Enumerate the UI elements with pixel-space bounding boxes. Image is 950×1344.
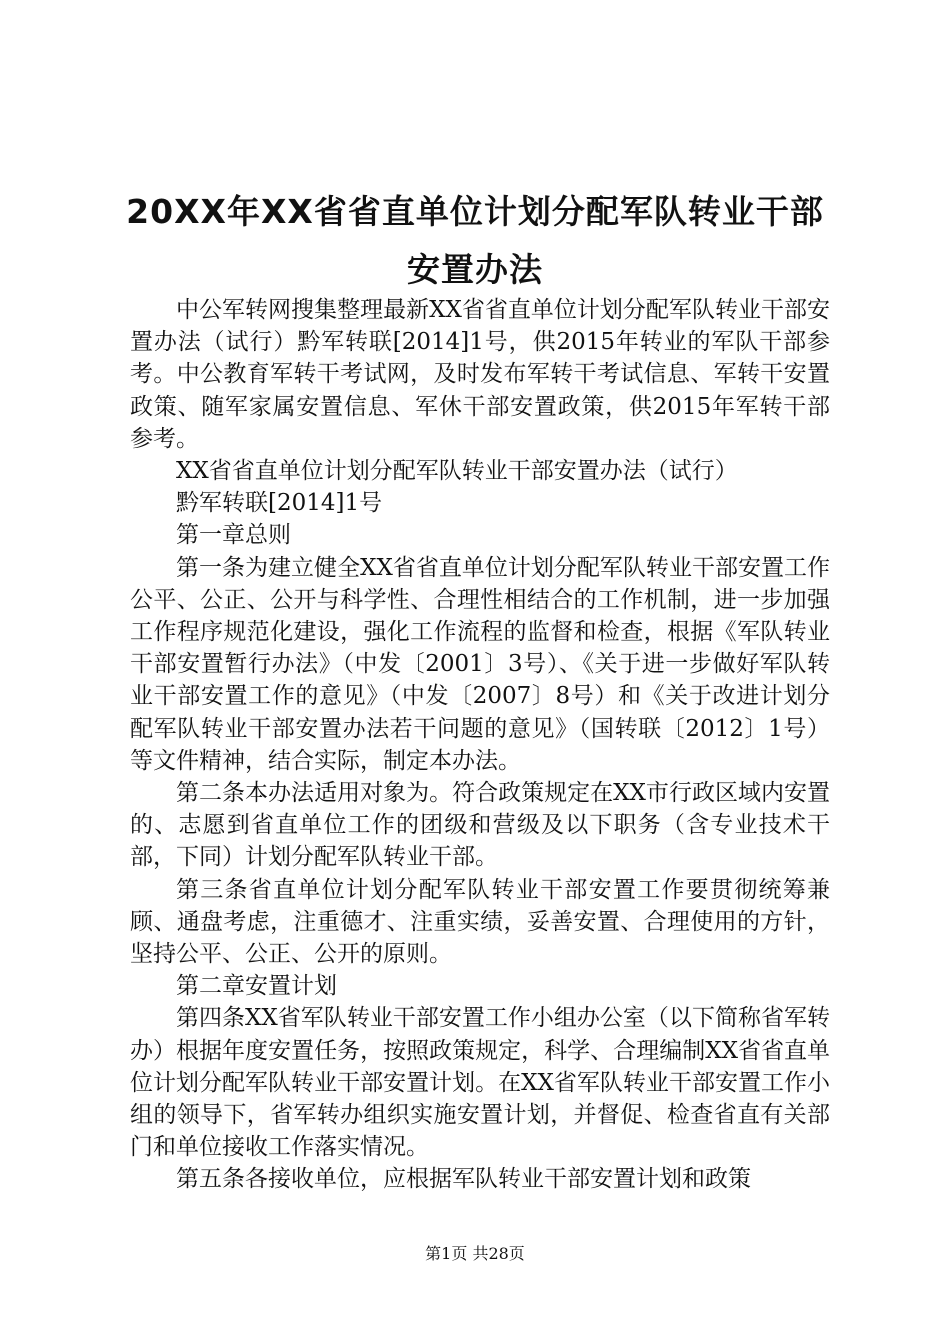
article-1: 第一条为建立健全XX省省直单位计划分配军队转业干部安置工作公平、公正、公开与科学性、合理性相结合的工作机制，进一步加强工作程序规范化建设，强化工作流程的监督和检查，根据《军队转业干部安置暂行办法》（中发〔2001〕3号）、《关于进一步做好军队转业干部安置工作的意见》（中发〔2007〕8号）和《关于改进计划分配军队转业干部安置办法若干问题的意见》（国转联〔2012〕1号）等文件精神，结合实际，制定本办法。 — [130, 554, 830, 774]
chapter-heading-2: 第二章安置计划 — [176, 973, 337, 1000]
document-title-line-2: 安置办法 — [407, 250, 543, 289]
paragraph-intro: 中公军转网搜集整理最新XX省省直单位计划分配军队转业干部安置办法（试行）黔军转联[2014]1号，供2015年转业的军队干部参考。中公教育军转干考试网，及时发布军转干考试信息、军转干安置政策、随军家属安置信息、军休干部安置政策，供2015年军转干部参考。 — [130, 297, 830, 452]
article-4: 第四条XX省军队转业干部安置工作小组办公室（以下简称省军转办）根据年度安置任务，按照政策规定，科学、合理编制XX省省直单位计划分配军队转业干部安置计划。在XX省军队转业干部安置工作小组的领导下，省军转办组织实施安置计划，并督促、检查省直有关部门和单位接收工作落实情况。 — [130, 1005, 830, 1161]
page-footer: 第1页 共28页 — [425, 1244, 525, 1263]
article-5: 第五条各接收单位，应根据军队转业干部安置计划和政策 — [176, 1166, 751, 1193]
article-3: 第三条省直单位计划分配军队转业干部安置工作要贯彻统筹兼顾、通盘考虑，注重德才、注重实绩，妥善安置、合理使用的方针，坚持公平、公正、公开的原则。 — [130, 876, 830, 968]
paragraph-doc-name: XX省省直单位计划分配军队转业干部安置办法（试行） — [176, 458, 738, 485]
document-body — [130, 294, 830, 1196]
chapter-heading-1: 第一章总则 — [176, 522, 291, 549]
paragraph-doc-number: 黔军转联[2014]1号 — [176, 490, 383, 517]
document-title-line-1: 20XX年XX省省直单位计划分配军队转业干部 — [126, 192, 824, 231]
article-2: 第二条本办法适用对象为。符合政策规定在XX市行政区域内安置的、志愿到省直单位工作的团级和营级及以下职务（含专业技术干部，下同）计划分配军队转业干部。 — [130, 780, 830, 871]
